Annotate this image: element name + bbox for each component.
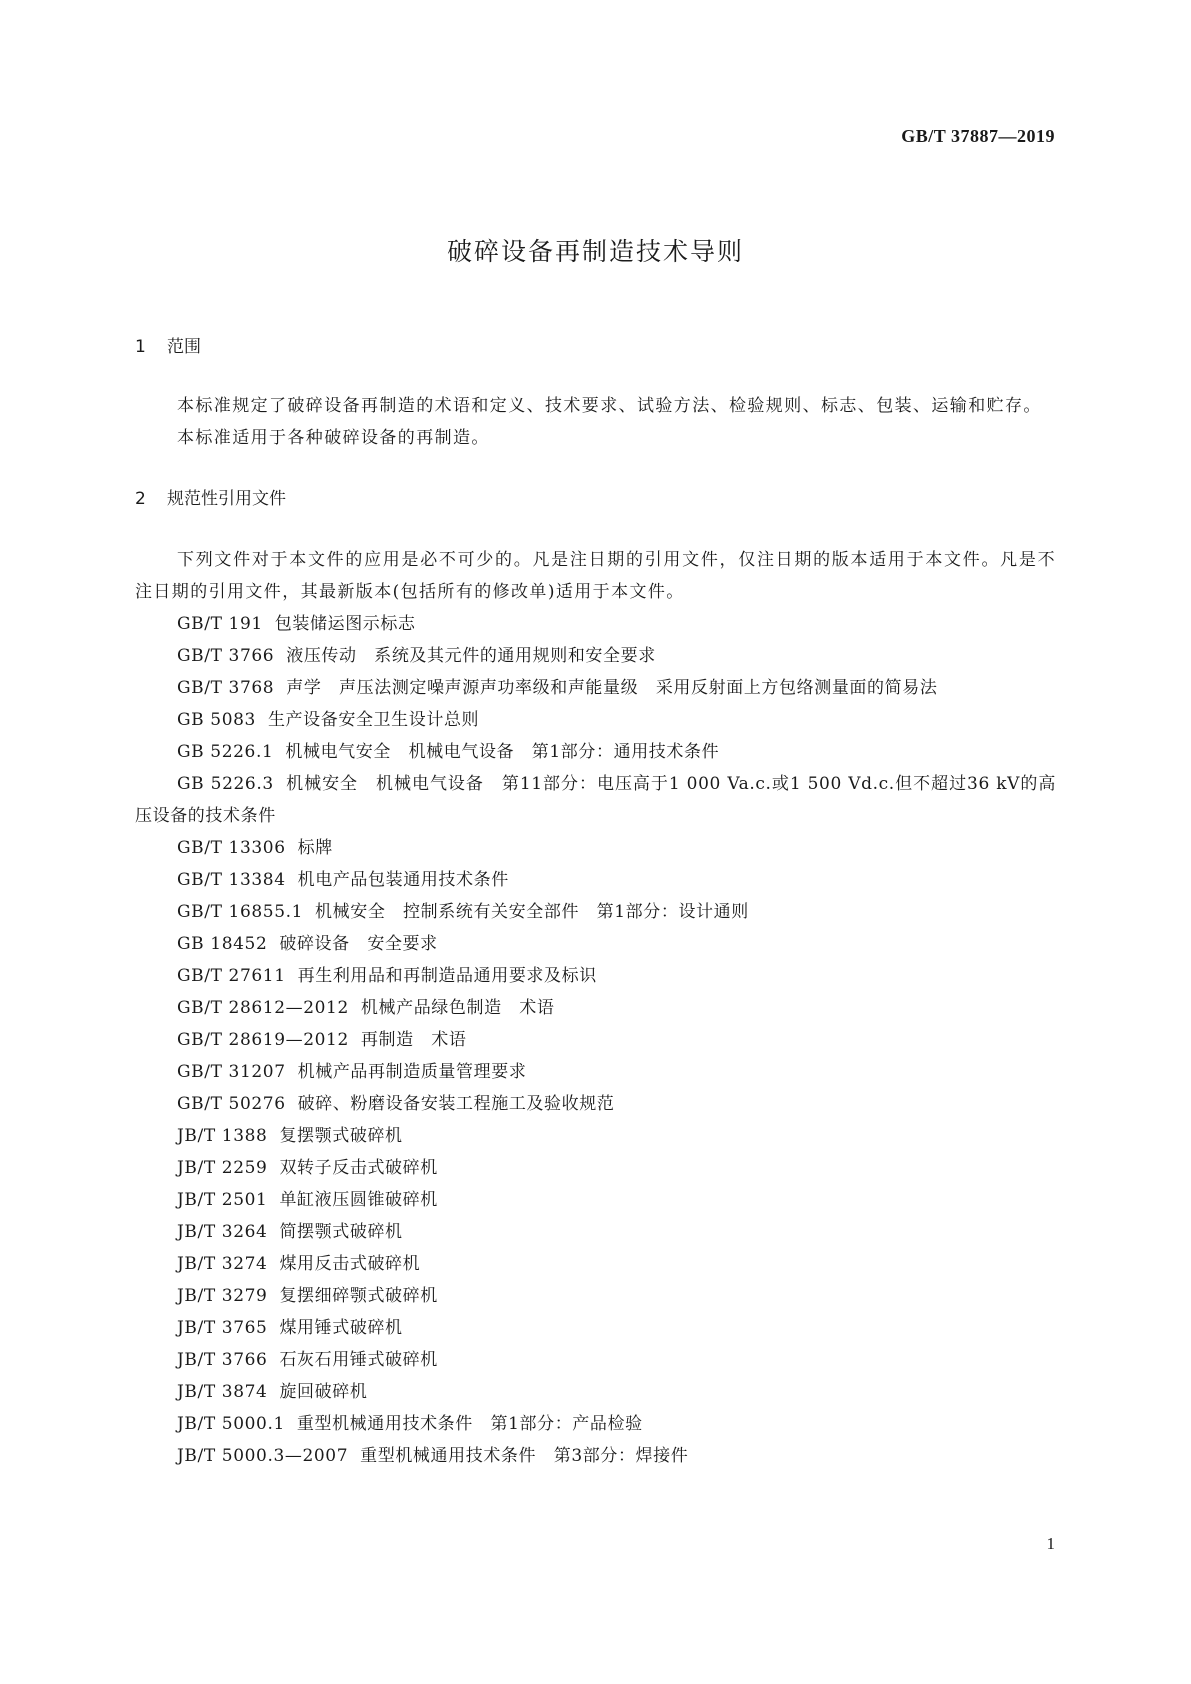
reference-title: 再生利用品和再制造品通用要求及标识 bbox=[297, 966, 597, 986]
reference-code: JB/T 3279 bbox=[177, 1286, 268, 1306]
section-normative-references bbox=[135, 484, 1056, 1472]
reference-code: GB/T 50276 bbox=[177, 1094, 286, 1114]
reference-title: 再制造 术语 bbox=[360, 1030, 467, 1050]
section-title: 规范性引用文件 bbox=[167, 489, 286, 509]
reference-code: GB/T 28612—2012 bbox=[177, 998, 349, 1018]
reference-code: GB/T 28619—2012 bbox=[177, 1030, 349, 1050]
reference-title: 包装储运图示标志 bbox=[274, 614, 416, 634]
reference-title: 旋回破碎机 bbox=[279, 1382, 368, 1402]
reference-item bbox=[135, 864, 1056, 896]
reference-title: 机械安全 机械电气设备 第11部分：电压高于1 000 Va.c.或1 500 Vd.c.但不超过36 kV的高压设备的技术条件 bbox=[135, 774, 1056, 826]
reference-code: GB/T 27611 bbox=[177, 966, 286, 986]
section-number: 2 bbox=[135, 489, 146, 509]
reference-item bbox=[135, 1440, 1056, 1472]
reference-title: 机械电气安全 机械电气设备 第1部分：通用技术条件 bbox=[285, 742, 720, 762]
document-title: 破碎设备再制造技术导则 bbox=[446, 237, 744, 266]
reference-item bbox=[135, 896, 1056, 928]
reference-code: GB/T 31207 bbox=[177, 1062, 286, 1082]
reference-title: 破碎、粉磨设备安装工程施工及验收规范 bbox=[297, 1094, 615, 1114]
reference-code: GB/T 13384 bbox=[177, 870, 286, 890]
paragraph: 下列文件对于本文件的应用是必不可少的。凡是注日期的引用文件，仅注日期的版本适用于本文件。凡是不注日期的引用文件，其最新版本(包括所有的修改单)适用于本文件。 bbox=[135, 550, 1056, 602]
reference-title: 复摆颚式破碎机 bbox=[279, 1126, 403, 1146]
reference-item bbox=[135, 1408, 1056, 1440]
document-body bbox=[135, 332, 1056, 1472]
section-number: 1 bbox=[135, 337, 146, 357]
reference-title: 单缸液压圆锥破碎机 bbox=[279, 1190, 438, 1210]
reference-title: 简摆颚式破碎机 bbox=[279, 1222, 403, 1242]
reference-item bbox=[135, 1152, 1056, 1184]
reference-item bbox=[135, 640, 1056, 672]
reference-title: 复摆细碎颚式破碎机 bbox=[279, 1286, 438, 1306]
reference-title: 声学 声压法测定噪声源声功率级和声能量级 采用反射面上方包络测量面的简易法 bbox=[286, 678, 938, 698]
standard-number-header: GB/T 37887—2019 bbox=[901, 126, 1055, 146]
reference-item bbox=[135, 928, 1056, 960]
section-heading bbox=[135, 484, 1056, 514]
reference-item bbox=[135, 1088, 1056, 1120]
paragraph: 本标准规定了破碎设备再制造的术语和定义、技术要求、试验方法、检验规则、标志、包装、运输和贮存。 bbox=[177, 396, 1042, 416]
page-number: 1 bbox=[1046, 1534, 1055, 1553]
reference-code: JB/T 5000.1 bbox=[177, 1414, 285, 1434]
reference-item bbox=[135, 1120, 1056, 1152]
reference-title: 液压传动 系统及其元件的通用规则和安全要求 bbox=[286, 646, 656, 666]
reference-code: JB/T 3766 bbox=[177, 1350, 268, 1370]
reference-title: 机械产品再制造质量管理要求 bbox=[297, 1062, 527, 1082]
reference-code: JB/T 1388 bbox=[177, 1126, 268, 1146]
reference-title: 破碎设备 安全要求 bbox=[279, 934, 438, 954]
reference-title: 煤用锤式破碎机 bbox=[279, 1318, 403, 1338]
reference-code: GB/T 191 bbox=[177, 614, 263, 634]
reference-item bbox=[135, 1344, 1056, 1376]
reference-item bbox=[135, 736, 1056, 768]
reference-code: JB/T 3274 bbox=[177, 1254, 268, 1274]
reference-title: 机械安全 控制系统有关安全部件 第1部分：设计通则 bbox=[315, 902, 749, 922]
reference-item bbox=[135, 672, 1056, 704]
section-heading bbox=[135, 332, 1056, 362]
paragraph: 本标准适用于各种破碎设备的再制造。 bbox=[177, 428, 490, 448]
reference-item bbox=[135, 1056, 1056, 1088]
reference-item bbox=[135, 1216, 1056, 1248]
reference-title: 石灰石用锤式破碎机 bbox=[279, 1350, 438, 1370]
section-title: 范围 bbox=[167, 337, 201, 357]
reference-item bbox=[135, 1024, 1056, 1056]
reference-code: GB/T 16855.1 bbox=[177, 902, 304, 922]
section-scope bbox=[135, 332, 1056, 454]
reference-code: GB 5083 bbox=[177, 710, 256, 730]
reference-code: JB/T 3765 bbox=[177, 1318, 268, 1338]
reference-code: JB/T 3264 bbox=[177, 1222, 268, 1242]
reference-title: 机械产品绿色制造 术语 bbox=[360, 998, 555, 1018]
reference-item bbox=[135, 960, 1056, 992]
reference-item bbox=[135, 1312, 1056, 1344]
reference-title: 煤用反击式破碎机 bbox=[279, 1254, 421, 1274]
reference-title: 双转子反击式破碎机 bbox=[279, 1158, 438, 1178]
reference-code: JB/T 2501 bbox=[177, 1190, 268, 1210]
reference-item bbox=[135, 992, 1056, 1024]
reference-code: GB 18452 bbox=[177, 934, 268, 954]
reference-title: 重型机械通用技术条件 第1部分：产品检验 bbox=[296, 1414, 643, 1434]
reference-item bbox=[135, 1184, 1056, 1216]
reference-code: GB/T 3768 bbox=[177, 678, 275, 698]
reference-code: GB 5226.1 bbox=[177, 742, 274, 762]
reference-code: JB/T 2259 bbox=[177, 1158, 268, 1178]
reference-title: 标牌 bbox=[297, 838, 333, 858]
reference-code: GB/T 3766 bbox=[177, 646, 275, 666]
reference-item bbox=[135, 704, 1056, 736]
reference-item bbox=[135, 832, 1056, 864]
reference-item bbox=[135, 1280, 1056, 1312]
reference-code: JB/T 5000.3—2007 bbox=[177, 1446, 349, 1466]
reference-code: GB/T 13306 bbox=[177, 838, 286, 858]
reference-code: GB 5226.3 bbox=[177, 774, 274, 794]
reference-code: JB/T 3874 bbox=[177, 1382, 268, 1402]
reference-item bbox=[135, 608, 1056, 640]
reference-item bbox=[135, 1376, 1056, 1408]
reference-title: 生产设备安全卫生设计总则 bbox=[267, 710, 480, 730]
reference-title: 重型机械通用技术条件 第3部分：焊接件 bbox=[360, 1446, 689, 1466]
reference-list bbox=[135, 608, 1056, 1472]
reference-item bbox=[135, 1248, 1056, 1280]
reference-item bbox=[135, 768, 1056, 832]
reference-title: 机电产品包装通用技术条件 bbox=[297, 870, 509, 890]
